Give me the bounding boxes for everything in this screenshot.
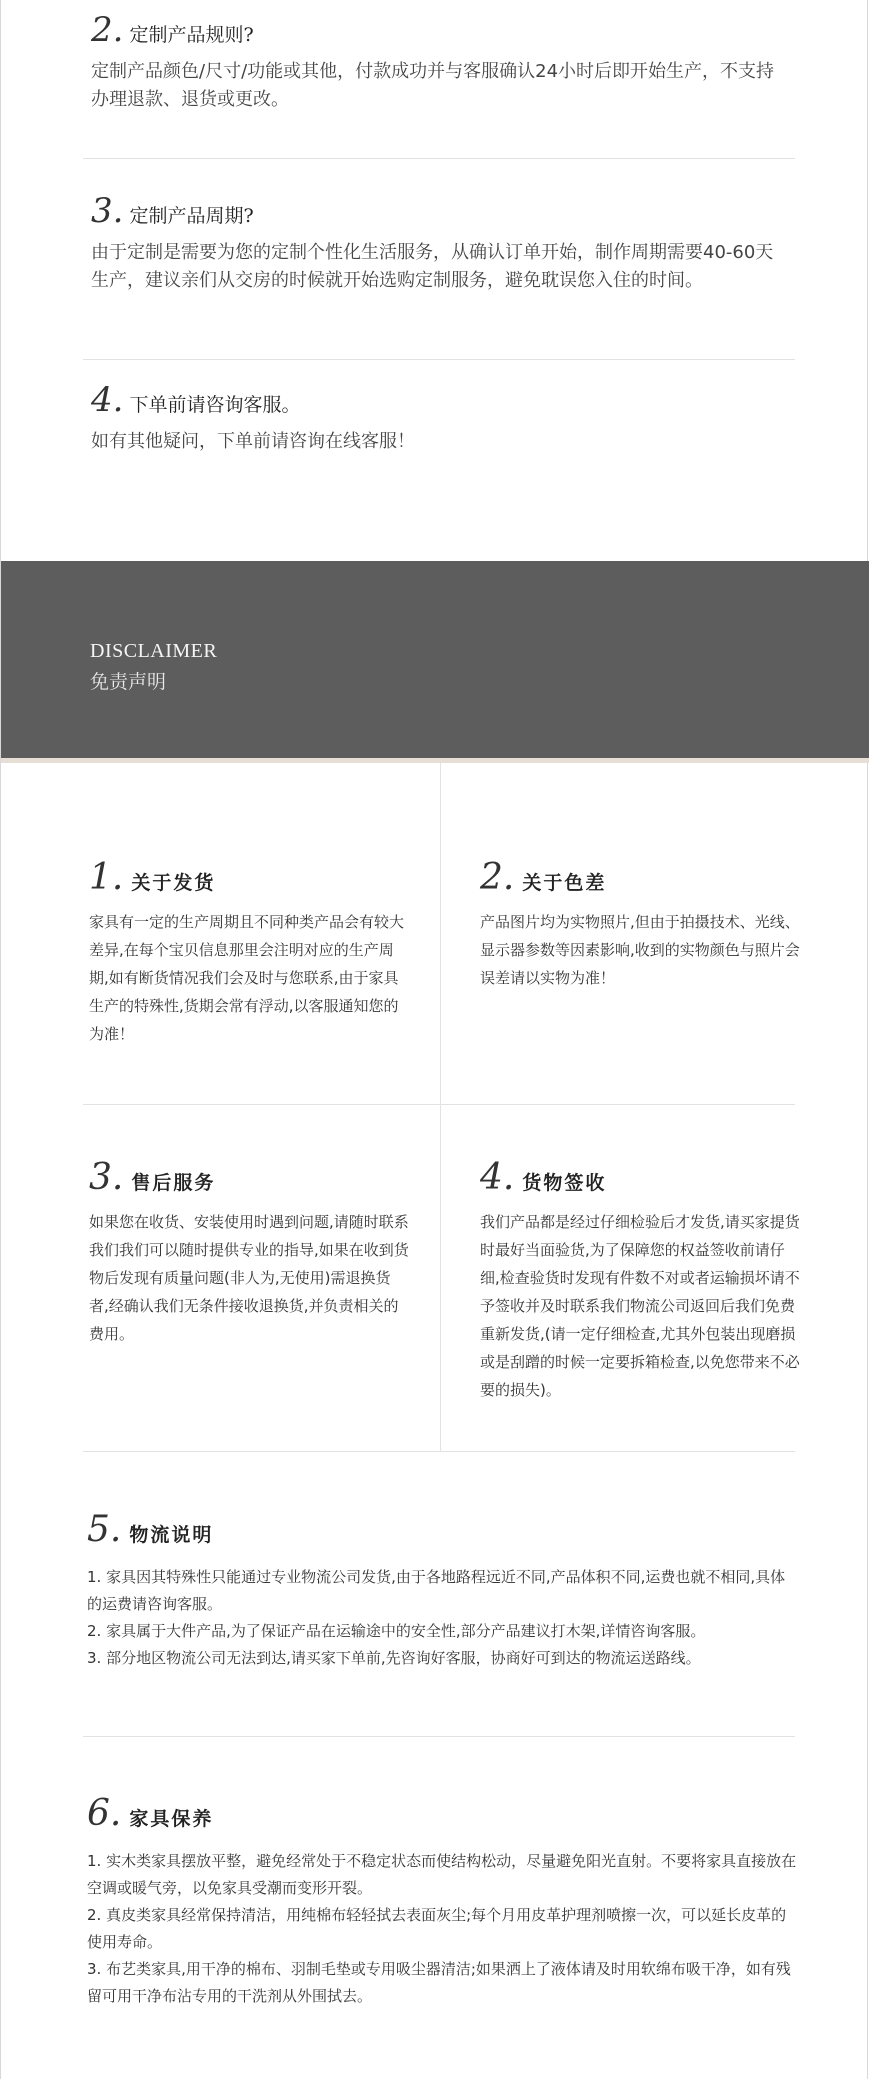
cell-body: 产品图片均为实物照片,但由于拍摄技术、光线、显示器参数等因素影响,收到的实物颜色与照片会误差请以实物为准！ <box>480 913 800 987</box>
disclaimer-banner <box>1 561 869 758</box>
logistics-list <box>87 1564 797 1672</box>
cell-title: 关于发货 <box>131 872 216 894</box>
divider <box>83 1104 795 1105</box>
cell-number: 3. <box>89 1157 124 1198</box>
faq-custom-period <box>91 191 791 295</box>
list-item: 1. 实木类家具摆放平整，避免经常处于不稳定状态而使结构松动，尽量避免阳光直射。不要将家具直接放在空调或暖气旁，以免家具受潮而变形开裂。 <box>87 1852 797 1897</box>
list-item: 3. 部分地区物流公司无法到达,请买家下单前,先咨询好客服，协商好可到达的物流运送路线。 <box>87 1649 701 1667</box>
cell-title: 关于色差 <box>522 872 607 894</box>
cell-number: 1. <box>89 857 124 898</box>
faq-consult <box>91 380 791 456</box>
faq-number: 2. <box>91 10 124 50</box>
list-item: 2. 真皮类家具经常保持清洁，用纯棉布轻轻拭去表面灰尘;每个月用皮革护理剂喷擦一次，可以延长皮革的使用寿命。 <box>87 1906 787 1951</box>
cell-after-sales <box>89 1157 409 1348</box>
logistics-title: 物流说明 <box>129 1524 214 1546</box>
grid-divider-vertical <box>440 763 441 1451</box>
cell-body: 我们产品都是经过仔细检验后才发货,请买家提货时最好当面验货,为了保障您的权益签收前请仔细,检查验货时发现有件数不对或者运输损坏请不予签收并及时联系我们物流公司返回后我们免费重新发货,(请一定仔细检查,尤其外包装出现磨损或是刮蹭的时候一定要拆箱检查,以免您带来不必要的损失)。 <box>480 1213 800 1399</box>
logistics-heading <box>87 1509 797 1550</box>
faq-custom-rules <box>91 10 791 114</box>
cell-receipt <box>480 1157 800 1404</box>
divider <box>83 1451 795 1452</box>
list-item: 1. 家具因其特殊性只能通过专业物流公司发货,由于各地路程远近不同,产品体积不同,运费也就不相同,具体的运费请咨询客服。 <box>87 1568 786 1613</box>
list-item: 3. 布艺类家具,用干净的棉布、羽制毛垫或专用吸尘器清洁;如果洒上了液体请及时用软绵布吸干净，如有残留可用干净布沾专用的干洗剂从外围拭去。 <box>87 1960 791 2005</box>
cell-shipping <box>89 857 409 1048</box>
faq-heading <box>91 380 791 420</box>
list-item: 2. 家具属于大件产品,为了保证产品在运输途中的安全性,部分产品建议打木架,详情咨询客服。 <box>87 1622 706 1640</box>
faq-body: 定制产品颜色/尺寸/功能或其他，付款成功并与客服确认24小时后即开始生产，不支持办理退款、退货或更改。 <box>91 61 775 110</box>
banner-title-zh: 免责声明 <box>90 671 167 693</box>
faq-heading <box>91 10 791 50</box>
cell-number: 4. <box>480 1157 515 1198</box>
care-number: 6. <box>87 1793 122 1834</box>
faq-title: 定制产品规则? <box>129 24 254 46</box>
logistics-number: 5. <box>87 1509 122 1550</box>
cell-title: 货物签收 <box>522 1172 607 1194</box>
cell-body: 如果您在收货、安装使用时遇到问题,请随时联系我们我们可以随时提供专业的指导,如果在收到货物后发现有质量问题(非人为,无使用)需退换货者,经确认我们无条件接收退换货,并负责相关的费用。 <box>89 1213 409 1343</box>
faq-title: 定制产品周期? <box>129 205 254 227</box>
banner-accent-line <box>1 758 869 763</box>
cell-heading <box>89 1157 409 1198</box>
cell-number: 2. <box>480 857 515 898</box>
cell-heading <box>89 857 409 898</box>
care-list <box>87 1848 797 2010</box>
logistics-section <box>87 1509 797 1672</box>
faq-heading <box>91 191 791 231</box>
cell-heading <box>480 1157 800 1198</box>
faq-number: 4. <box>91 380 124 420</box>
cell-title: 售后服务 <box>131 1172 216 1194</box>
faq-number: 3. <box>91 191 124 231</box>
faq-body: 由于定制是需要为您的定制个性化生活服务，从确认订单开始，制作周期需要40-60天生产，建议亲们从交房的时候就开始选购定制服务，避免耽误您入住的时间。 <box>91 242 774 291</box>
faq-body: 如有其他疑问，下单前请咨询在线客服！ <box>91 431 415 452</box>
cell-body: 家具有一定的生产周期且不同种类产品会有较大差异,在每个宝贝信息那里会注明对应的生产周期,如有断货情况我们会及时与您联系,由于家具生产的特殊性,货期会常有浮动,以客服通知您的为准！ <box>89 913 405 1043</box>
care-title: 家具保养 <box>129 1808 214 1830</box>
cell-color-difference <box>480 857 800 992</box>
care-section <box>87 1793 797 2010</box>
banner-title-en: DISCLAIMER <box>90 640 218 662</box>
divider <box>83 158 795 159</box>
divider <box>83 359 795 360</box>
faq-title: 下单前请咨询客服。 <box>129 394 301 416</box>
care-heading <box>87 1793 797 1834</box>
divider <box>83 1736 795 1737</box>
cell-heading <box>480 857 800 898</box>
